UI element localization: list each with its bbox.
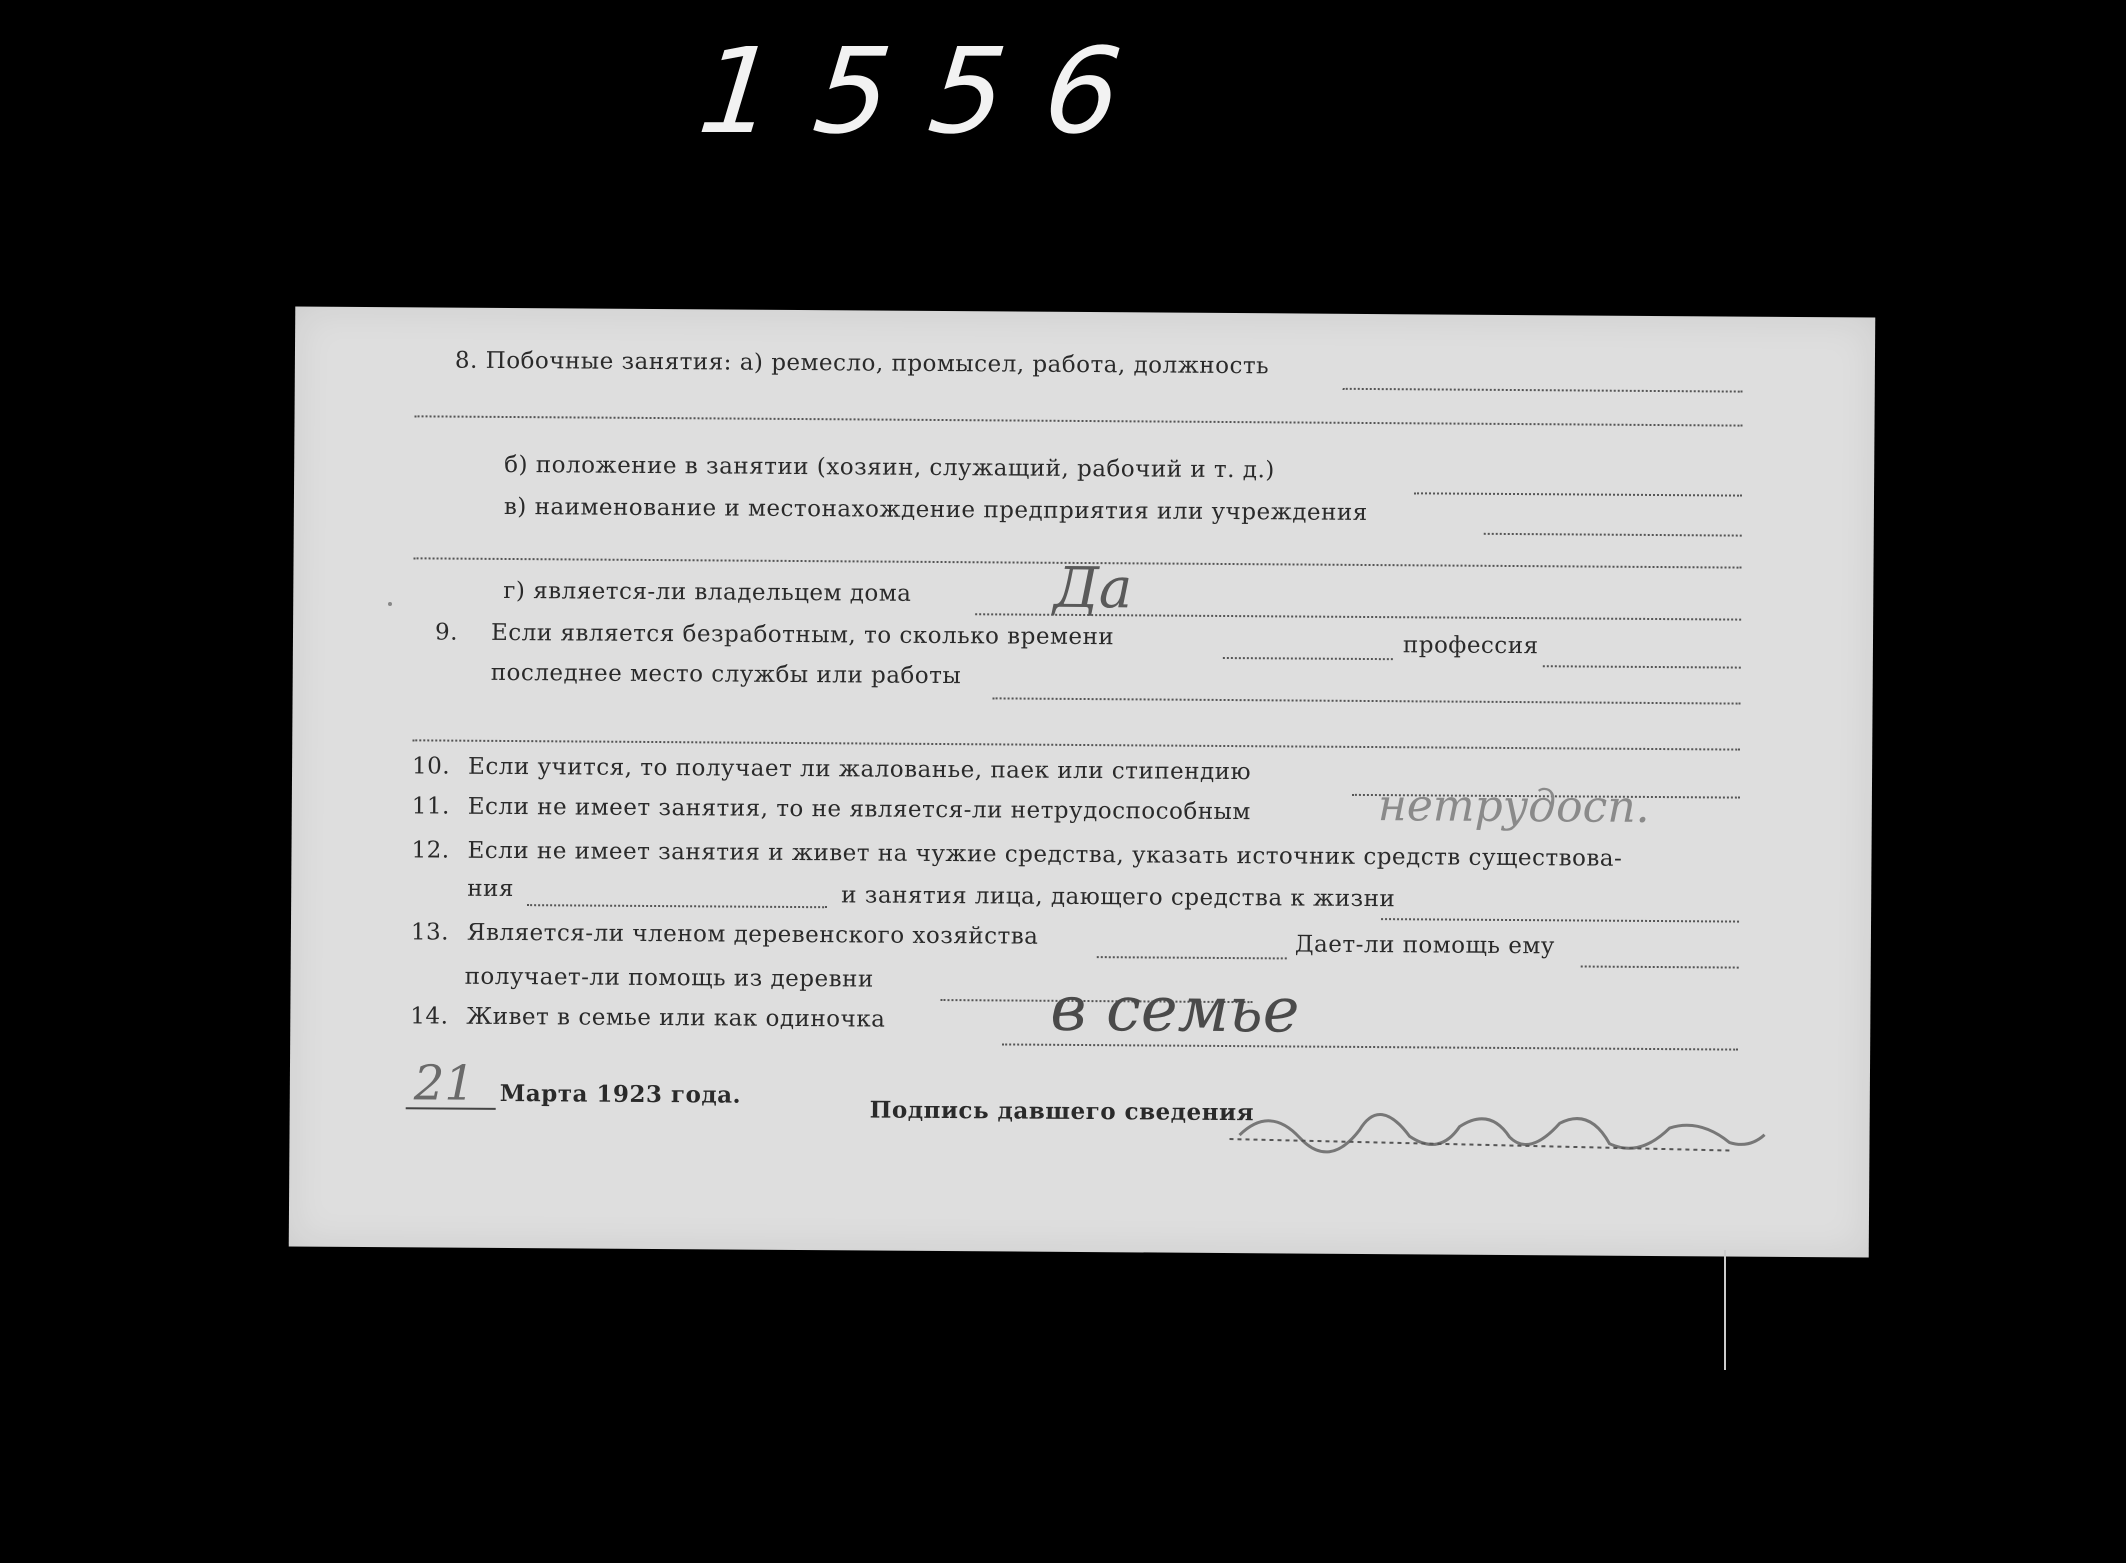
q12-cont-b: и занятия лица, дающего средства к жизни — [841, 882, 1396, 913]
q13-line — [1097, 956, 1287, 959]
q13-number: 13. — [410, 919, 450, 946]
speck — [388, 602, 392, 606]
q10-number: 10. — [412, 753, 451, 780]
q9-time-line — [1223, 657, 1393, 660]
footer-date-text: Марта 1923 года. — [499, 1079, 742, 1109]
q9-last-place-line — [993, 697, 1741, 704]
q12-source-line — [527, 904, 827, 908]
q8b-line — [1414, 492, 1742, 496]
q12-question: Если не имеет занятия и живет на чужие средства, указать источник средств существова- — [467, 837, 1623, 872]
q10-text — [412, 753, 1251, 785]
q13-cont: получает-ли помощь из деревни — [464, 963, 874, 993]
footer-signature-label: Подпись давшего сведения — [869, 1096, 1255, 1127]
q13-help-label: Дает-ли помощь ему — [1294, 931, 1555, 960]
q9-line-2 — [412, 739, 1740, 750]
q14-line — [1002, 1043, 1738, 1050]
q10-question: Если учится, то получает ли жалованье, паек или стипендию — [468, 753, 1252, 786]
q13-text — [411, 919, 1039, 949]
q8-line — [1343, 388, 1743, 393]
q12-cont-a: ния — [467, 875, 515, 903]
q9-number: 9. — [434, 619, 459, 646]
q12-text — [411, 837, 1622, 871]
q9-text — [435, 619, 1114, 650]
footer-day: 21 — [413, 1055, 476, 1112]
q8g-answer: Да — [1053, 555, 1133, 622]
q11-question: Если не имеет занятия, то не является-ли нетрудоспособным — [467, 793, 1251, 826]
q13-question: Является-ли членом деревенского хозяйства — [466, 919, 1039, 950]
q9-profession-label: профессия — [1402, 632, 1539, 660]
q14-text — [410, 1003, 885, 1032]
q14-answer: в семье — [1050, 971, 1300, 1047]
q9-profession-line — [1543, 665, 1741, 668]
questionnaire-card — [289, 306, 1876, 1257]
q8b-label: б) положение в занятии (хозяин, служащий, рабочий и т. д.) — [504, 451, 1275, 484]
q12-number: 12. — [411, 837, 450, 864]
signature — [1229, 1065, 1770, 1189]
q13-help-line — [1581, 965, 1739, 968]
q11-answer: нетрудосп. — [1377, 780, 1650, 833]
archive-number: 1556 — [692, 22, 1168, 160]
q14-question: Живет в семье или как одиночка — [466, 1003, 886, 1033]
q9-question: Если является безработным, то сколько времени — [490, 619, 1115, 651]
q11-text — [412, 793, 1251, 825]
q14-number: 14. — [410, 1003, 449, 1030]
page-edge-stroke — [1724, 1250, 1726, 1370]
q11-number: 11. — [411, 793, 450, 820]
q8-line-2 — [415, 415, 1743, 426]
q12-line — [1381, 918, 1739, 922]
q8-label: 8. Побочные занятия: а) ремесло, промысел, работа, должность — [454, 347, 1270, 380]
q8g-label: г) является-ли владельцем дома — [503, 577, 912, 607]
q8v-line — [1484, 533, 1742, 537]
q9-last-place: последнее место службы или работы — [490, 659, 962, 690]
q8v-label: в) наименование и местонахождение предприятия или учреждения — [503, 493, 1368, 526]
